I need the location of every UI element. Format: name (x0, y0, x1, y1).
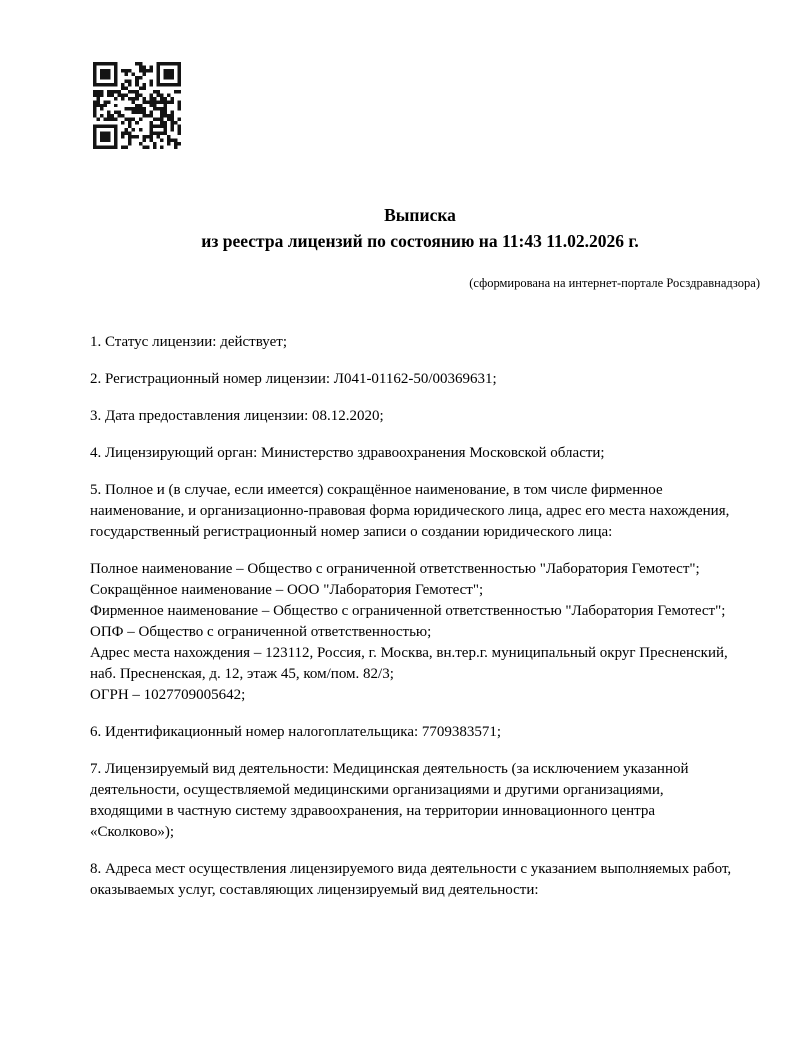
company-details-block (90, 559, 740, 706)
title-line-2: из реестра лицензий по состоянию на 11:43 11.02.2026 г. (201, 231, 639, 251)
item-license-status: 1. Статус лицензии: действует; (90, 334, 287, 350)
qr-code (93, 62, 181, 149)
item-registration-number: 2. Регистрационный номер лицензии: Л041-01162-50/00369631; (90, 371, 497, 387)
company-legal-form: ОПФ – Общество с ограниченной ответственностью; (90, 624, 432, 640)
item-taxpayer-inn: 6. Идентификационный номер налогоплательщика: 7709383571; (90, 724, 502, 740)
company-ogrn: ОГРН – 1027709005642; (90, 687, 246, 703)
document-title (90, 202, 750, 254)
item-addresses-intro: 8. Адреса мест осуществления лицензируемого вида деятельности с указанием выполняемых работ, оказываемых услуг, составляющих лицензируемый вид деятельности: (90, 861, 732, 898)
company-short-name: Сокращённое наименование – ООО "Лаборатория Гемотест"; (90, 582, 484, 598)
formation-note: (сформирована на интернет-портале Росздравнадзора) (469, 276, 760, 290)
title-line-1: Выписка (384, 205, 456, 225)
company-address: Адрес места нахождения – 123112, Россия, г. Москва, вн.тер.г. муниципальный округ Пресненский, наб. Пресненская, д. 12, этаж 45, ком/пом. 82/3; (90, 645, 728, 682)
company-brand-name: Фирменное наименование – Общество с ограниченной ответственностью "Лаборатория Гемотест"; (90, 603, 726, 619)
item-licensed-activity: 7. Лицензируемый вид деятельности: Медицинская деятельность (за исключением указанной деятельности, осуществляемой медицинскими организациями и другими организациями, входящими в частную систему здравоохранения, на территории инновационного центра «Сколково»); (90, 761, 689, 840)
document-body (90, 332, 740, 917)
item-grant-date: 3. Дата предоставления лицензии: 08.12.2020; (90, 408, 384, 424)
company-full-name: Полное наименование – Общество с ограниченной ответственностью "Лаборатория Гемотест"; (90, 561, 700, 577)
qr-code-svg (93, 62, 181, 149)
item-names-intro: 5. Полное и (в случае, если имеется) сокращённое наименование, в том числе фирменное наименование, и организационно-правовая форма юридического лица, адрес его места нахождения, государственный регистрационный номер записи о создании юридического лица: (90, 482, 730, 540)
item-licensing-authority: 4. Лицензирующий орган: Министерство здравоохранения Московской области; (90, 445, 605, 461)
